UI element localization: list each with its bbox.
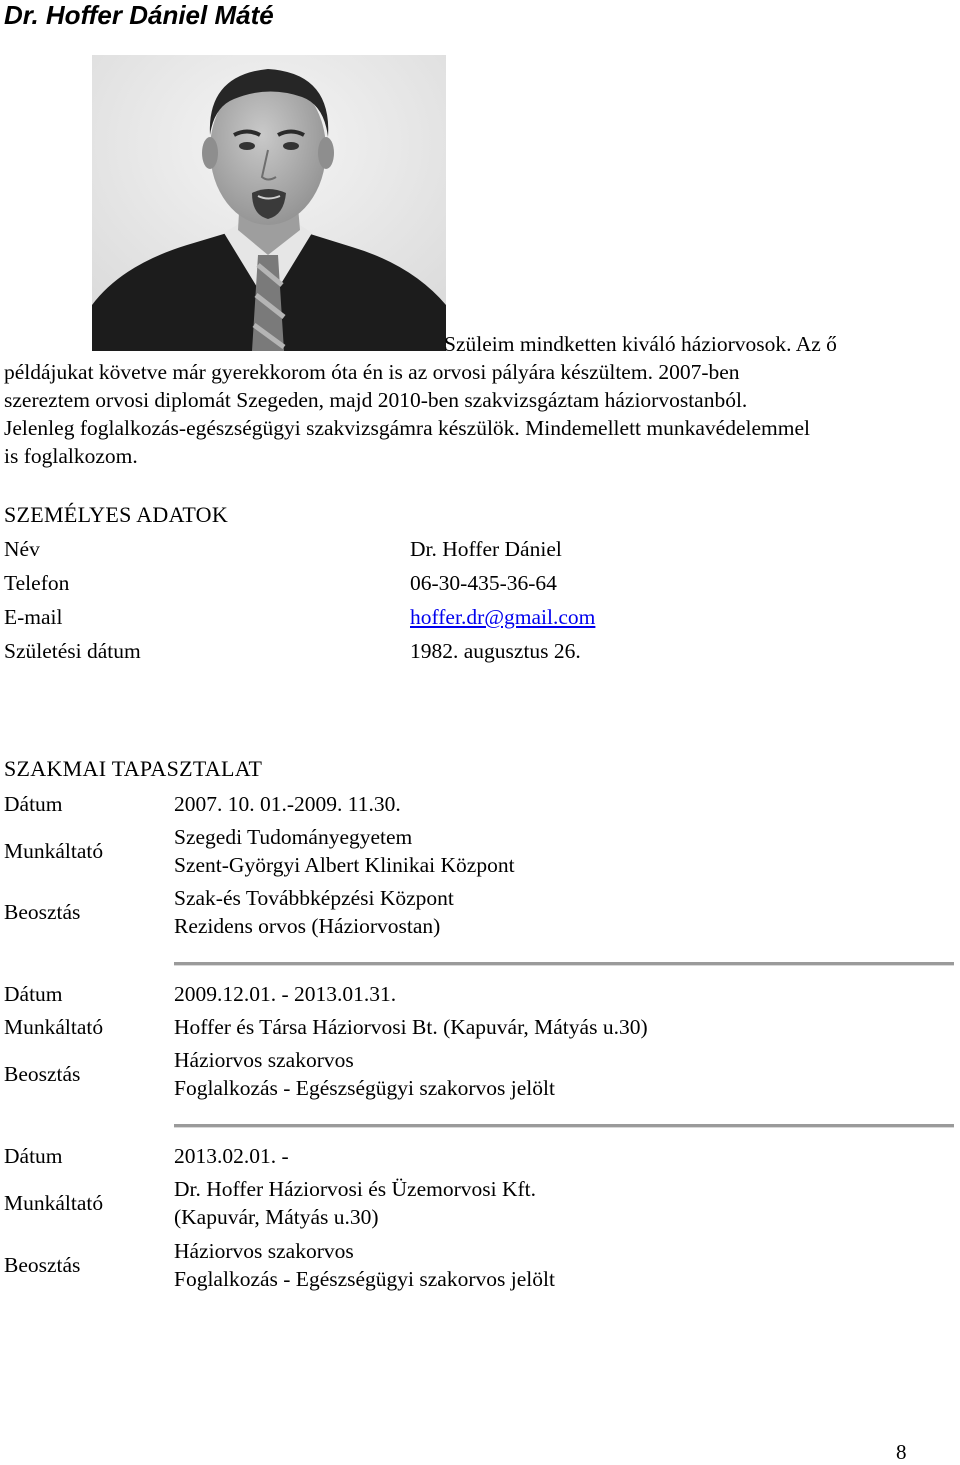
intro-line: Jelenleg foglalkozás-egészségügyi szakvizsgámra készülök. Mindemellett munkavédelemmel <box>4 416 810 440</box>
email-link[interactable]: hoffer.dr@gmail.com <box>410 605 596 629</box>
divider <box>174 962 954 966</box>
employer-line: Szegedi Tudományegyetem <box>174 825 413 849</box>
position-label: Beosztás <box>4 1253 81 1277</box>
intro-paragraph <box>4 330 924 470</box>
personal-data-heading: SZEMÉLYES ADATOK <box>4 502 229 527</box>
position-label: Beosztás <box>4 900 81 924</box>
page-number: 8 <box>896 1440 907 1464</box>
portrait-photo <box>92 55 446 351</box>
document-title: Dr. Hoffer Dániel Máté <box>4 0 274 30</box>
date-label: Dátum <box>4 1144 63 1168</box>
position-line: Háziorvos szakorvos <box>174 1048 354 1072</box>
employer-label: Munkáltató <box>4 1015 104 1039</box>
row-value: 1982. augusztus 26. <box>410 639 581 663</box>
employer-line: Hoffer és Társa Háziorvosi Bt. (Kapuvár, Mátyás u.30) <box>174 1015 648 1039</box>
position-label: Beosztás <box>4 1062 81 1086</box>
divider <box>174 1124 954 1128</box>
date-label: Dátum <box>4 982 63 1006</box>
intro-line: is foglalkozom. <box>4 444 138 468</box>
row-label: Telefon <box>4 571 70 595</box>
row-label: Név <box>4 537 40 561</box>
date-value: 2007. 10. 01.-2009. 11.30. <box>174 792 401 816</box>
intro-line: szereztem orvosi diplomát Szegeden, majd 2010-ben szakvizsgáztam háziorvostanból. <box>4 388 748 412</box>
employer-line: Dr. Hoffer Háziorvosi és Üzemorvosi Kft. <box>174 1177 537 1201</box>
date-value: 2013.02.01. - <box>174 1144 289 1168</box>
position-line: Háziorvos szakorvos <box>174 1239 354 1263</box>
employer-label: Munkáltató <box>4 1191 104 1215</box>
row-label: E-mail <box>4 605 63 629</box>
row-value: Dr. Hoffer Dániel <box>410 537 562 561</box>
date-label: Dátum <box>4 792 63 816</box>
row-label: Születési dátum <box>4 639 141 663</box>
intro-line: Szüleim mindketten kiváló háziorvosok. Az ő <box>444 332 837 356</box>
position-line: Foglalkozás - Egészségügyi szakorvos jelölt <box>174 1267 555 1291</box>
position-line: Foglalkozás - Egészségügyi szakorvos jelölt <box>174 1076 555 1100</box>
row-value: 06-30-435-36-64 <box>410 571 557 595</box>
intro-line: példájukat követve már gyerekkorom óta én is az orvosi pályára készültem. 2007-ben <box>4 360 740 384</box>
position-line: Szak-és Továbbképzési Központ <box>174 886 454 910</box>
portrait-photo-icon <box>92 55 446 351</box>
date-value: 2009.12.01. - 2013.01.31. <box>174 982 397 1006</box>
experience-heading: SZAKMAI TAPASZTALAT <box>4 756 263 781</box>
employer-line: Szent-Györgyi Albert Klinikai Központ <box>174 853 515 877</box>
employer-line: (Kapuvár, Mátyás u.30) <box>174 1205 379 1229</box>
position-line: Rezidens orvos (Háziorvostan) <box>174 914 441 938</box>
employer-label: Munkáltató <box>4 839 104 863</box>
